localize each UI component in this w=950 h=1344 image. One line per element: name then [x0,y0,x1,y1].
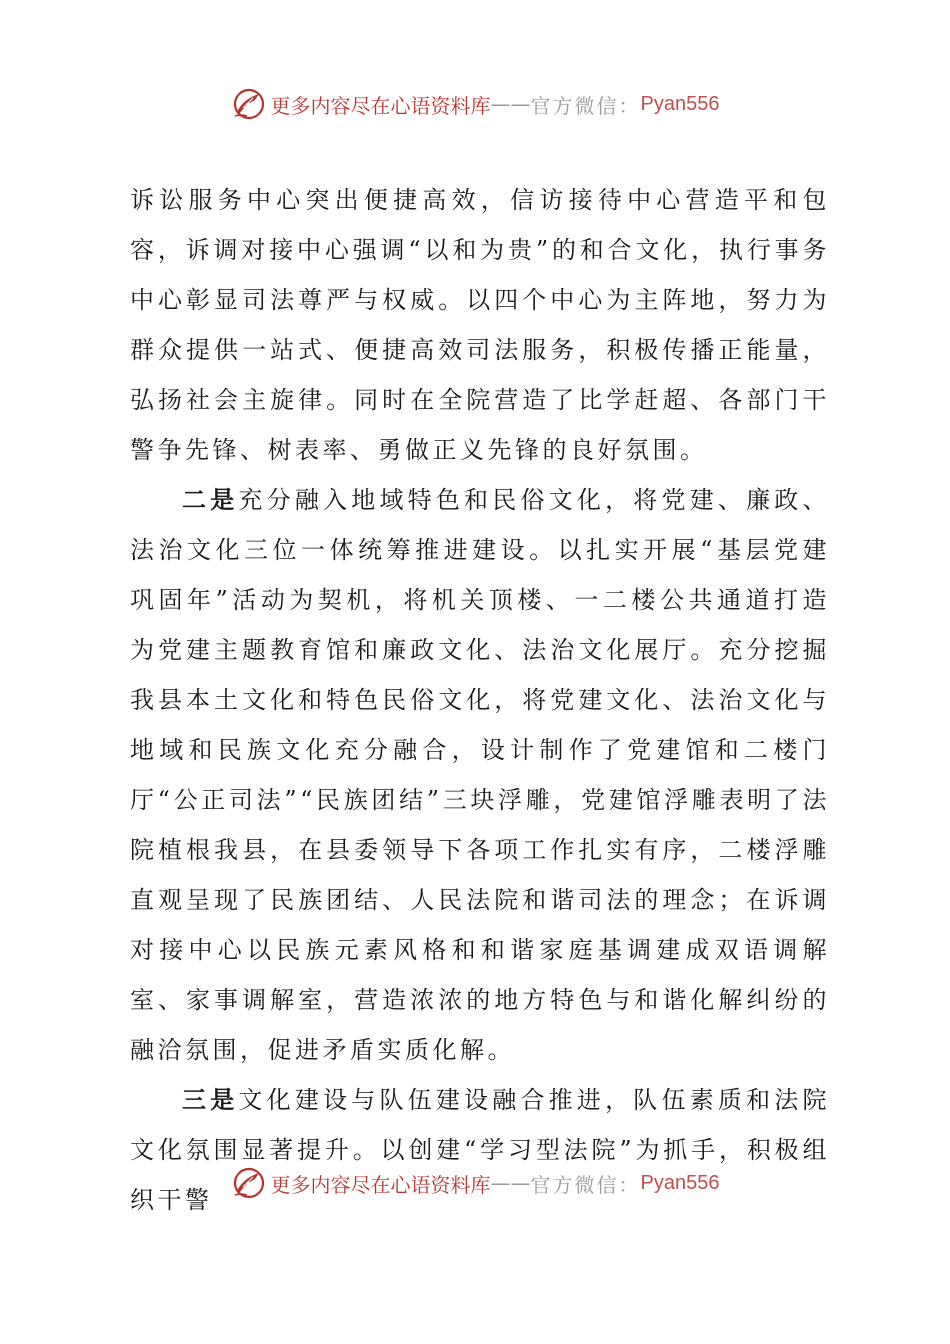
paragraph-2-text: 充分融入地域特色和民俗文化，将党建、廉政、法治文化三位一体统筹推进建设。以扎实开展“基层党建巩固年”活动为契机，将机关顶楼、一二楼公共通道打造为党建主题教育馆和廉政文化、法治文化展厅。充分挖掘我县本土文化和特色民俗文化，将党建文化、法治文化与地域和民族文化充分融合，设计制作了党建馆和二楼门厅“公正司法”“民族团结”三块浮雕，党建馆浮雕表明了法院植根我县，在县委领导下各项工作扎实有序，二楼浮雕直观呈现了民族团结、人民法院和谐司法的理念；在诉调对接中心以民族元素风格和和谐家庭基调建成双语调解室、家事调解室，营造浓浓的地方特色与和谐化解纠纷的融洽氛围，促进矛盾实质化解。 [130,486,831,1064]
watermark-main-text: 更多内容尽在心语资料库 [270,93,491,118]
document-body [130,175,830,1225]
paragraph-2-lead: 二是 [182,485,239,514]
watermark-dash: —— [490,1171,531,1195]
paragraph-3-text: 文化建设与队伍建设融合推进，队伍素质和法院文化氛围显著提升。以创建“学习型法院”为抓手，积极组织干警 [130,1086,831,1214]
pen-nib-logo-icon [231,1165,267,1201]
paragraph-1: 诉讼服务中心突出便捷高效，信访接待中心营造平和包容，诉调对接中心强调“以和为贵”的和合文化，执行事务中心彰显司法尊严与权威。以四个中心为主阵地，努力为群众提供一站式、便捷高效司法服务，积极传播正能量，弘扬社会主旋律。同时在全院营造了比学赶超、各部门干警争先锋、树表率、勇做正义先锋的良好氛围。 [130,186,830,464]
footer-watermark [0,1163,950,1203]
watermark-main-text: 更多内容尽在心语资料库 [270,1172,491,1197]
header-watermark [0,84,950,124]
watermark-dash: —— [490,92,531,116]
watermark-wechat-label: 官方微信： [530,1172,641,1197]
watermark-wechat-id: Pyan556 [640,1171,720,1194]
paragraph-2 [130,475,830,1075]
watermark-wechat-label: 官方微信： [530,93,641,118]
pen-nib-logo-icon [231,86,267,122]
paragraph-3-lead: 三是 [182,1085,239,1114]
watermark-wechat-id: Pyan556 [640,92,720,115]
